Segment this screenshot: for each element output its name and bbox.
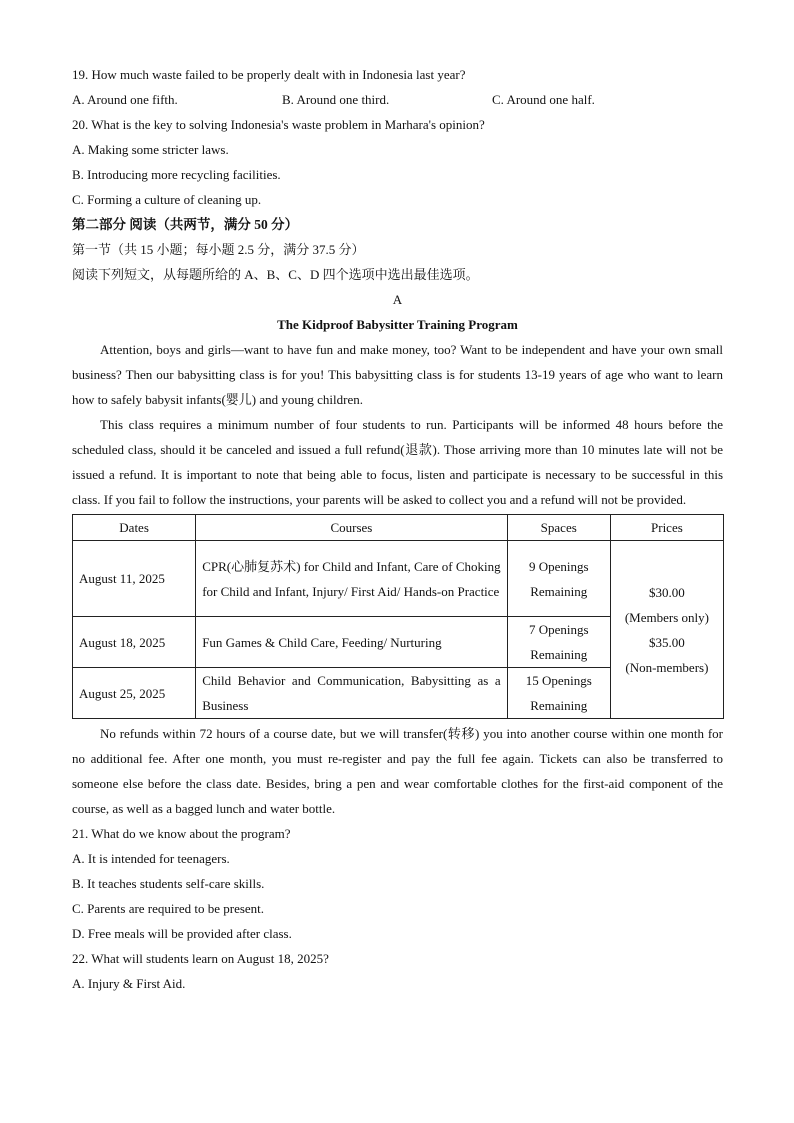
passage-title: The Kidproof Babysitter Training Program <box>277 317 518 332</box>
option-b: B. Around one third. <box>282 92 390 107</box>
nonmember-price: $35.00 <box>649 634 685 650</box>
part-heading: 第二部分 阅读（共两节，满分 50 分） <box>72 217 299 232</box>
question-19: 19. How much waste failed to be properly dealt with in Indonesia last year? <box>72 67 466 82</box>
option-c: C. Around one half. <box>492 92 595 107</box>
price-cell <box>610 541 723 719</box>
row-date: August 25, 2025 <box>73 668 196 719</box>
option-a: A. Around one fifth. <box>72 92 178 107</box>
member-price: $30.00 <box>649 584 685 600</box>
row-date: August 11, 2025 <box>73 541 196 617</box>
nonmember-label: (Non-members) <box>625 659 709 675</box>
row-date: August 18, 2025 <box>73 617 196 668</box>
member-label: (Members only) <box>624 609 709 625</box>
option-a: A. Injury & First Aid. <box>72 976 186 991</box>
table-header-row <box>73 515 724 541</box>
section-heading: 第一节（共 15 小题；每小题 2.5 分，满分 37.5 分） <box>72 242 365 257</box>
row-spaces: 7 Openings Remaining <box>507 617 610 668</box>
row-course: Fun Games & Child Care, Feeding/ Nurturing <box>196 617 507 668</box>
paragraph-1: Attention, boys and girls—want to have fun and make money, too? Want to be independent and have your own small business? Then our babysitting class is for you! This babysitting class is for students 13-19 years of age who want to learn how to safely babysit infants(婴儿) and young children. <box>72 342 723 407</box>
option-d: D. Free meals will be provided after class. <box>72 926 292 941</box>
option-a: A. It is intended for teenagers. <box>72 851 230 866</box>
option-c: C. Forming a culture of cleaning up. <box>72 192 262 207</box>
option-b: B. It teaches students self-care skills. <box>72 876 265 891</box>
option-c: C. Parents are required to be present. <box>72 901 265 916</box>
header-spaces: Spaces <box>507 515 610 541</box>
row-spaces: 15 Openings Remaining <box>507 668 610 719</box>
row-course: Child Behavior and Communication, Babysitting as a Business <box>196 668 507 719</box>
paragraph-2: This class requires a minimum number of four students to run. Participants will be informed 48 hours before the scheduled class, should it be canceled and issued a full refund(退款). Those arriving more than 10 minutes late will not be issued a refund. It is important to note that being able to focus, listen and participate is necessary to be successful in this class. If you fail to follow the instructions, your parents will be asked to collect you and a refund will not be provided. <box>72 417 723 507</box>
question-19-options <box>72 87 723 112</box>
instruction: 阅读下列短文，从每题所给的 A、B、C、D 四个选项中选出最佳选项。 <box>72 267 479 282</box>
option-b: B. Introducing more recycling facilities. <box>72 167 281 182</box>
header-courses: Courses <box>196 515 507 541</box>
question-21: 21. What do we know about the program? <box>72 826 291 841</box>
header-prices: Prices <box>610 515 723 541</box>
row-course: CPR(心肺复苏术) for Child and Infant, Care of Choking for Child and Infant, Injury/ First Aid/ Hands-on Practice <box>196 541 507 617</box>
question-22: 22. What will students learn on August 18, 2025? <box>72 951 329 966</box>
header-dates: Dates <box>73 515 196 541</box>
row-spaces: 9 Openings Remaining <box>507 541 610 617</box>
table-row <box>73 541 724 617</box>
option-a: A. Making some stricter laws. <box>72 142 229 157</box>
question-20: 20. What is the key to solving Indonesia's waste problem in Marhara's opinion? <box>72 117 485 132</box>
exam-page <box>72 62 723 996</box>
course-table <box>72 514 724 719</box>
passage-letter: A <box>392 292 403 307</box>
paragraph-3: No refunds within 72 hours of a course date, but we will transfer(转移) you into another course within one month for no additional fee. After one month, you must re-register and pay the full fee again. Tickets can also be transferred to someone else before the class date. Besides, bring a pen and wear comfortable clothes for the first-aid component of the course, as well as a bagged lunch and water bottle. <box>72 726 723 816</box>
